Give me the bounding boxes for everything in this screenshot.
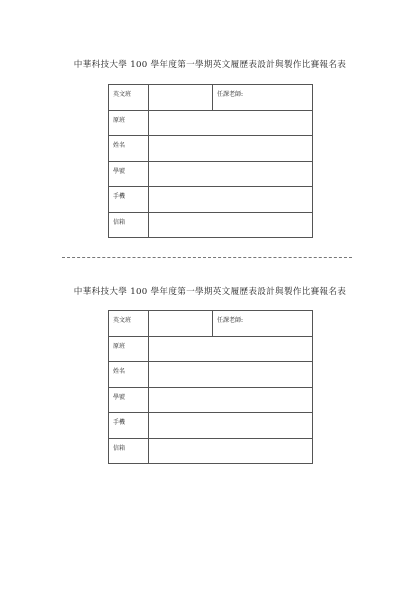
form-row [109, 336, 313, 362]
original-class-label: 原班 [109, 336, 149, 362]
form-row [109, 110, 313, 136]
student-id-field[interactable] [149, 387, 313, 413]
class-label: 英文班 [109, 85, 149, 111]
student-id-label: 學號 [109, 387, 149, 413]
class-field[interactable] [149, 311, 213, 337]
email-field[interactable] [149, 438, 313, 464]
teacher-label[interactable]: 任課老師: [213, 85, 313, 111]
class-label: 英文班 [109, 311, 149, 337]
form-row [109, 387, 313, 413]
form-title: 中華科技大學 100 學年度第一學期英文履歷表設計與製作比賽報名表 [73, 60, 347, 70]
name-field[interactable] [149, 362, 313, 388]
name-label: 姓名 [109, 362, 149, 388]
registration-form [108, 310, 313, 464]
name-label: 姓名 [109, 136, 149, 162]
original-class-field[interactable] [149, 336, 313, 362]
email-label: 信箱 [109, 212, 149, 238]
mobile-label: 手機 [109, 187, 149, 213]
form-row-class [109, 311, 313, 337]
form-row [109, 136, 313, 162]
original-class-label: 原班 [109, 110, 149, 136]
form-row [109, 187, 313, 213]
form-row-class [109, 85, 313, 111]
form-row [109, 161, 313, 187]
mobile-field[interactable] [149, 413, 313, 439]
mobile-label: 手機 [109, 413, 149, 439]
form-row [109, 212, 313, 238]
cut-line-divider [62, 257, 352, 258]
mobile-field[interactable] [149, 187, 313, 213]
email-label: 信箱 [109, 438, 149, 464]
form-title: 中華科技大學 100 學年度第一學期英文履歷表設計與製作比賽報名表 [73, 287, 347, 297]
original-class-field[interactable] [149, 110, 313, 136]
name-field[interactable] [149, 136, 313, 162]
form-row [109, 438, 313, 464]
form-row [109, 413, 313, 439]
class-field[interactable] [149, 85, 213, 111]
teacher-label[interactable]: 任課老師: [213, 311, 313, 337]
student-id-field[interactable] [149, 161, 313, 187]
student-id-label: 學號 [109, 161, 149, 187]
email-field[interactable] [149, 212, 313, 238]
form-row [109, 362, 313, 388]
registration-form [108, 84, 313, 238]
